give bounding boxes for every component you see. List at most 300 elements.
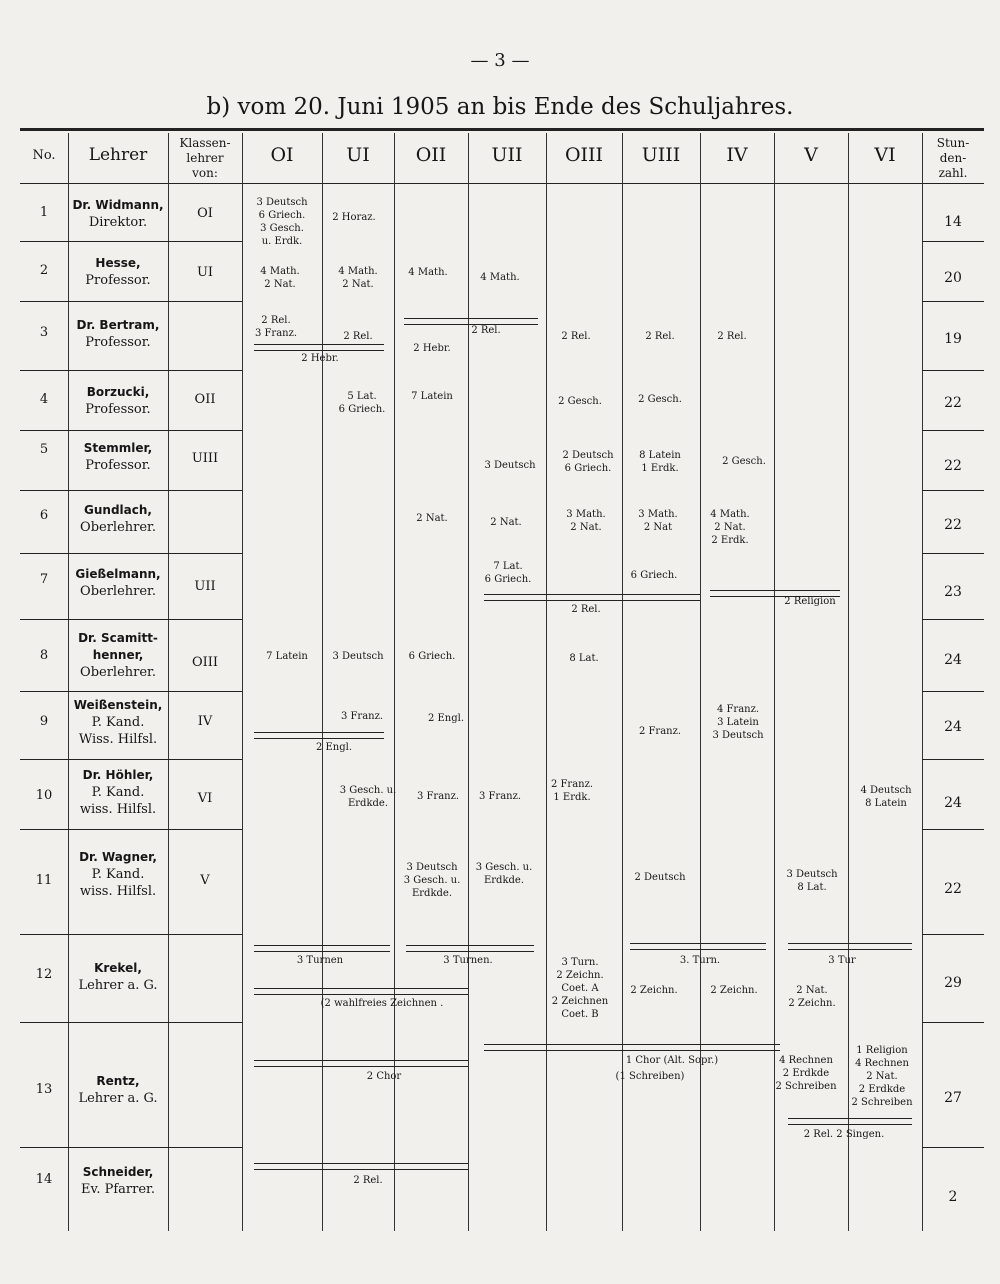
- lesson-line: 2 Zeichn.: [630, 985, 678, 996]
- lesson-line: 2 Religion: [784, 596, 836, 607]
- combined-lesson-brace: [484, 594, 700, 601]
- header-klassenlehrer-line1: Klassen-: [179, 136, 231, 150]
- row-rule: [20, 430, 242, 431]
- lesson-line: 8 Lat.: [797, 882, 827, 893]
- lesson-line: 3 Math.: [566, 509, 606, 520]
- teacher-rank: P. Kand.: [91, 867, 145, 882]
- lesson-cell: [332, 211, 375, 224]
- lesson-line: 2 Zeichn.: [556, 970, 604, 981]
- row-number: 9: [39, 714, 49, 729]
- lesson-line: 3 Turnen.: [443, 955, 493, 966]
- lesson-line: 2 Rel.: [571, 604, 601, 615]
- teacher-title: Oberlehrer.: [80, 520, 156, 535]
- lesson-line: 1 Religion: [856, 1045, 908, 1056]
- teacher-surname: Gießelmann,: [75, 567, 161, 581]
- header-klassenlehrer: [168, 136, 242, 181]
- hours-rule: [922, 241, 984, 242]
- lesson-line: 4 Math.: [480, 272, 520, 283]
- row-number: 4: [39, 392, 49, 407]
- row-rule: [20, 553, 242, 554]
- row-rule: [20, 1022, 242, 1023]
- col-line: [848, 133, 849, 1231]
- lesson-line: 1 Erdk.: [641, 463, 679, 474]
- lesson-line: 1 Erdk.: [553, 792, 591, 803]
- col-line: [546, 133, 547, 1231]
- teacher-name: [68, 317, 168, 351]
- lesson-line: 2 Nat: [643, 522, 673, 533]
- lesson-line: 2 Franz.: [550, 779, 594, 790]
- lesson-line: 2 Nat.: [714, 522, 746, 533]
- klassenlehrer-cell: IV: [197, 714, 213, 729]
- lesson-line: Coet. B: [561, 1009, 599, 1020]
- row-rule: [20, 301, 242, 302]
- lesson-cell: [680, 954, 720, 967]
- combined-lesson-brace: [406, 945, 534, 952]
- header-class-OIII: OIII: [564, 144, 604, 166]
- lesson-cell: [408, 266, 447, 279]
- lesson-line: 3 Deutsch: [786, 869, 838, 880]
- lesson-cell: [551, 778, 593, 804]
- hours-cell: 19: [944, 331, 962, 347]
- lesson-line: 4 Math.: [260, 266, 300, 277]
- hours-cell: 22: [944, 517, 962, 533]
- lesson-line: 6 Griech.: [338, 404, 386, 415]
- lesson-cell: [631, 569, 678, 582]
- lesson-cell: [471, 324, 500, 337]
- lesson-line: 2 Erdkde: [858, 1084, 906, 1095]
- teacher-title: Professor.: [85, 458, 151, 473]
- lesson-cell: [476, 861, 533, 887]
- lesson-cell: [338, 265, 377, 291]
- lesson-cell: [561, 330, 590, 343]
- hours-rule: [922, 490, 984, 491]
- lesson-line: (1 Schreiben): [615, 1071, 685, 1082]
- lesson-line: 3 Turn.: [561, 957, 599, 968]
- lesson-line: 4 Math.: [710, 509, 750, 520]
- lesson-cell: [638, 508, 677, 534]
- lesson-cell: [571, 603, 600, 616]
- teacher-title: wiss. Hilfsl.: [79, 884, 157, 899]
- lesson-line: 3 Deutsch: [256, 197, 308, 208]
- lesson-cell: [353, 1174, 382, 1187]
- header-no: No.: [32, 148, 56, 163]
- teacher-surname: Borzucki,: [86, 385, 150, 399]
- col-line: [922, 133, 923, 1231]
- lesson-cell: [367, 1070, 401, 1083]
- lesson-line: 1 Chor (Alt. Sopr.): [625, 1055, 719, 1066]
- lesson-line: 2 Erdkde: [782, 1068, 830, 1079]
- combined-lesson-brace: [254, 945, 390, 952]
- combined-lesson-brace: [254, 344, 384, 351]
- teacher-surname: Schneider,: [82, 1165, 154, 1179]
- lesson-line: 4 Math.: [338, 266, 378, 277]
- teacher-name: [68, 1073, 168, 1107]
- lesson-line: 6 Griech.: [484, 574, 532, 585]
- teacher-title: Lehrer a. G.: [78, 978, 158, 993]
- combined-lesson-brace: [788, 943, 912, 950]
- lesson-line: 2 Rel.: [717, 331, 747, 342]
- hours-cell: 20: [944, 270, 962, 286]
- lesson-cell: [630, 984, 677, 997]
- combined-lesson-brace: [254, 1163, 468, 1170]
- klassenlehrer-cell: OIII: [191, 655, 219, 670]
- lesson-line: 2 Engl.: [427, 713, 465, 724]
- lesson-line: 2 Nat.: [416, 513, 448, 524]
- lesson-cell: [784, 595, 835, 608]
- lesson-line: 2 Engl.: [315, 742, 353, 753]
- row-rule: [20, 759, 242, 760]
- lesson-line: 2 Deutsch: [634, 872, 686, 883]
- teacher-title: Professor.: [85, 335, 151, 350]
- hours-rule: [922, 430, 984, 431]
- lesson-line: 3 Gesch. u.: [403, 875, 461, 886]
- teacher-name: [68, 960, 168, 994]
- row-number: 8: [39, 648, 49, 663]
- lesson-cell: [409, 650, 456, 663]
- lesson-line: 2 Zeichn.: [788, 998, 836, 1009]
- lesson-cell: [634, 871, 685, 884]
- lesson-cell: [558, 395, 602, 408]
- lesson-line: 2 Horaz.: [332, 212, 376, 223]
- lesson-cell: [332, 650, 383, 663]
- lesson-cell: [645, 330, 674, 343]
- teacher-name: [68, 1164, 168, 1198]
- lesson-line: 4 Rechnen: [779, 1055, 833, 1066]
- teacher-title: wiss. Hilfsl.: [79, 802, 157, 817]
- lesson-cell: [484, 459, 535, 472]
- teacher-name: [68, 697, 168, 748]
- row-rule: [20, 619, 242, 620]
- header-klassenlehrer-line3: von:: [192, 166, 218, 180]
- lesson-line: 2 Rel.: [261, 315, 291, 326]
- row-rule: [20, 829, 242, 830]
- header-class-UII: UII: [491, 144, 523, 166]
- lesson-cell: [490, 516, 521, 529]
- teacher-title: Oberlehrer.: [80, 665, 156, 680]
- lesson-line: 7 Latein: [411, 391, 453, 402]
- lesson-line: Erdkde.: [483, 875, 525, 886]
- col-line: [168, 133, 169, 1231]
- teacher-surname: Dr. Höhler,: [82, 768, 154, 782]
- teacher-surname: Hesse,: [95, 256, 141, 270]
- lesson-cell: [417, 790, 459, 803]
- lesson-line: 6 Griech.: [630, 570, 678, 581]
- lesson-line: 8 Lat.: [569, 653, 599, 664]
- lesson-line: 2 Nat.: [570, 522, 602, 533]
- hours-rule: [922, 829, 984, 830]
- klassenlehrer-cell: UII: [194, 579, 216, 594]
- teacher-name: [68, 255, 168, 289]
- lesson-cell: [340, 784, 397, 810]
- row-number: 10: [35, 788, 53, 803]
- hours-cell: 24: [944, 795, 962, 811]
- teacher-surname: Dr. Wagner,: [79, 850, 157, 864]
- hours-rule: [922, 759, 984, 760]
- teacher-title: Professor.: [85, 273, 151, 288]
- lesson-line: Erdkde.: [347, 798, 389, 809]
- klassenlehrer-cell: UI: [196, 265, 214, 280]
- lesson-cell: [480, 271, 519, 284]
- row-number: 7: [39, 572, 49, 587]
- lesson-cell: [828, 954, 855, 967]
- lesson-line: 2 Zeichnen: [551, 996, 609, 1007]
- lesson-cell: [316, 741, 352, 754]
- header-stunden-line2: den-: [939, 151, 967, 165]
- lesson-cell: [851, 1044, 912, 1109]
- lesson-cell: [413, 342, 450, 355]
- lesson-line: 2 Schreiben: [775, 1081, 837, 1092]
- header-class-V: V: [804, 144, 818, 166]
- teacher-name: [68, 767, 168, 818]
- teacher-surname: Dr. Bertram,: [76, 318, 160, 332]
- lesson-cell: [552, 956, 608, 1021]
- lesson-cell: [255, 314, 297, 340]
- teacher-surname: Krekel,: [94, 961, 142, 975]
- header-class-UIII: UIII: [641, 144, 681, 166]
- lesson-cell: [266, 650, 308, 663]
- teacher-rank: P. Kand.: [91, 785, 145, 800]
- lesson-cell: [404, 861, 461, 900]
- lesson-cell: [786, 868, 837, 894]
- teacher-name: [68, 630, 168, 681]
- lesson-cell: [479, 790, 521, 803]
- teacher-name: [68, 849, 168, 900]
- lesson-line: 2 Rel. 2 Singen.: [803, 1129, 885, 1140]
- lesson-line: 3 Franz.: [478, 791, 522, 802]
- lesson-line: 4 Math.: [408, 267, 448, 278]
- lesson-line: 5 Lat.: [347, 391, 377, 402]
- hours-rule: [922, 1022, 984, 1023]
- row-rule: [20, 1147, 242, 1148]
- lesson-cell: [626, 1054, 718, 1067]
- lesson-cell: [443, 954, 492, 967]
- lesson-line: 2 Rel.: [561, 331, 591, 342]
- lesson-cell: [256, 196, 307, 248]
- lesson-cell: [485, 560, 532, 586]
- header-class-OII: OII: [415, 144, 447, 166]
- hours-cell: 27: [944, 1090, 962, 1106]
- hours-rule: [922, 370, 984, 371]
- row-number: 6: [39, 508, 49, 523]
- row-rule: [20, 691, 242, 692]
- lesson-line: 2 Gesch.: [722, 456, 766, 467]
- lesson-line: 2 Nat.: [866, 1071, 898, 1082]
- lesson-cell: [301, 352, 338, 365]
- teacher-surname: Stemmler,: [83, 441, 153, 455]
- combined-lesson-brace: [254, 1060, 468, 1067]
- header-class-IV: IV: [726, 144, 748, 166]
- hours-cell: 22: [944, 395, 962, 411]
- lesson-line: 4 Rechnen: [855, 1058, 909, 1069]
- col-line: [622, 133, 623, 1231]
- lesson-line: 8 Latein: [639, 450, 681, 461]
- teacher-surname: Weißenstein,: [73, 698, 163, 712]
- combined-lesson-brace: [788, 1118, 912, 1125]
- teacher-name: [68, 197, 168, 231]
- hours-cell: 22: [944, 458, 962, 474]
- hours-rule: [922, 934, 984, 935]
- hours-cell: 24: [944, 719, 962, 735]
- lesson-line: u. Erdk.: [261, 236, 303, 247]
- lesson-line: 4 Deutsch: [860, 785, 912, 796]
- col-line: [242, 133, 243, 1231]
- row-number: 12: [35, 967, 53, 982]
- row-rule: [20, 934, 242, 935]
- lesson-line: 6 Griech.: [408, 651, 456, 662]
- teacher-surname: Rentz,: [96, 1074, 140, 1088]
- lesson-cell: [428, 712, 464, 725]
- combined-lesson-brace: [484, 1044, 780, 1051]
- hours-rule: [922, 301, 984, 302]
- lesson-line: 2 Rel.: [645, 331, 675, 342]
- lesson-cell: [638, 393, 682, 406]
- lesson-cell: [860, 784, 911, 810]
- lesson-line: 3 Math.: [638, 509, 678, 520]
- lesson-line: 8 Latein: [865, 798, 907, 809]
- lesson-line: 3 Gesch. u.: [475, 862, 533, 873]
- teacher-surname: Gundlach,: [84, 503, 152, 517]
- lesson-line: 3 Deutsch: [332, 651, 384, 662]
- row-number: 14: [35, 1172, 53, 1187]
- teacher-title: Ev. Pfarrer.: [81, 1182, 155, 1197]
- teacher-name: [68, 440, 168, 474]
- row-rule: [20, 490, 242, 491]
- lesson-cell: [321, 997, 444, 1010]
- header-stunden-line1: Stun-: [936, 136, 970, 150]
- teacher-title: Wiss. Hilfsl.: [78, 732, 158, 747]
- row-number: 13: [35, 1082, 53, 1097]
- lesson-cell: [710, 984, 757, 997]
- row-rule: [20, 370, 242, 371]
- page-number: — 3 —: [470, 50, 530, 71]
- header-class-VI: VI: [874, 144, 896, 166]
- header-rule: [20, 183, 984, 184]
- lesson-line: 2 Erdk.: [711, 535, 749, 546]
- combined-lesson-brace: [630, 943, 766, 950]
- hours-cell: 23: [944, 584, 962, 600]
- lesson-line: 2 Hebr.: [413, 343, 451, 354]
- lesson-line: 2 Rel.: [353, 1175, 383, 1186]
- lesson-line: 3 Tur: [828, 955, 856, 966]
- lesson-line: 6 Griech.: [564, 463, 612, 474]
- lesson-line: 2 Gesch.: [638, 394, 682, 405]
- row-number: 11: [35, 873, 53, 888]
- klassenlehrer-cell: VI: [197, 791, 213, 806]
- top-rule: [20, 128, 984, 131]
- row-number: 3: [39, 325, 49, 340]
- lesson-cell: [416, 512, 447, 525]
- lesson-line: 3 Franz.: [254, 328, 298, 339]
- header-class-OI: OI: [270, 144, 294, 166]
- header-klassenlehrer-line2: lehrer: [186, 151, 224, 165]
- teacher-title: Direktor.: [88, 215, 148, 230]
- lesson-line: 2 Rel.: [343, 331, 373, 342]
- lesson-line: 4 Franz.: [716, 704, 760, 715]
- lesson-line: 3. Turn.: [679, 955, 721, 966]
- lesson-line: 3 Franz.: [340, 711, 384, 722]
- teacher-surname: Dr. Scamitt-: [78, 631, 158, 645]
- row-number: 2: [39, 263, 49, 278]
- hours-cell: 14: [944, 214, 962, 230]
- row-number: 1: [39, 205, 49, 220]
- lesson-cell: [341, 710, 383, 723]
- teacher-name: [68, 566, 168, 600]
- klassenlehrer-cell: OI: [197, 206, 213, 221]
- klassenlehrer-cell: OII: [194, 392, 216, 407]
- lesson-cell: [566, 508, 605, 534]
- table-title: b) vom 20. Juni 1905 an bis Ende des Schuljahres.: [206, 94, 794, 120]
- hours-cell: 2: [948, 1189, 958, 1205]
- lesson-cell: [297, 954, 343, 967]
- lesson-line: 2 Schreiben: [851, 1097, 913, 1108]
- lesson-line: 2 Nat.: [796, 985, 828, 996]
- header-class-UI: UI: [346, 144, 370, 166]
- hours-cell: 29: [944, 975, 962, 991]
- lesson-line: 7 Lat.: [493, 561, 523, 572]
- lesson-line: 3 Latein: [717, 717, 759, 728]
- lesson-cell: [569, 652, 598, 665]
- lesson-cell: [788, 984, 835, 1010]
- lesson-line: 2 Franz.: [638, 726, 682, 737]
- combined-lesson-brace: [254, 732, 384, 739]
- hours-rule: [922, 1147, 984, 1148]
- lesson-line: 2 Rel.: [471, 325, 501, 336]
- row-number: 5: [39, 442, 49, 457]
- lesson-line: 2 Nat.: [264, 279, 296, 290]
- lesson-line: Erdkde.: [411, 888, 453, 899]
- lesson-line: 3 Turnen: [296, 955, 344, 966]
- lesson-line: 2 Deutsch: [562, 450, 614, 461]
- teacher-name: [68, 502, 168, 536]
- hours-cell: 24: [944, 652, 962, 668]
- teacher-rank: P. Kand.: [91, 715, 145, 730]
- lesson-cell: [339, 390, 386, 416]
- lesson-line: 2 Chor: [366, 1071, 402, 1082]
- hours-rule: [922, 553, 984, 554]
- lesson-cell: [639, 725, 681, 738]
- lesson-line: 6 Griech.: [258, 210, 306, 221]
- teacher-surname-cont: henner,: [92, 648, 144, 662]
- lesson-cell: [411, 390, 453, 403]
- header-stunden-line3: zahl.: [938, 166, 968, 180]
- lesson-line: 2 Gesch.: [558, 396, 602, 407]
- lesson-cell: [639, 449, 681, 475]
- hours-rule: [922, 691, 984, 692]
- lesson-cell: [804, 1128, 885, 1141]
- lesson-line: 3 Gesch. u.: [339, 785, 397, 796]
- klassenlehrer-cell: UIII: [191, 451, 219, 466]
- lesson-cell: [562, 449, 613, 475]
- header-stundenzahl: [922, 136, 984, 181]
- lesson-line: 2 Zeichn.: [710, 985, 758, 996]
- col-line: [68, 133, 69, 1231]
- lesson-cell: [712, 703, 763, 742]
- lesson-cell: [710, 508, 749, 547]
- teacher-title: Professor.: [85, 402, 151, 417]
- lesson-cell: [775, 1054, 836, 1093]
- lesson-line: 2 Nat.: [490, 517, 522, 528]
- lesson-cell: [722, 455, 766, 468]
- col-line: [468, 133, 469, 1231]
- lesson-line: 2 Hebr.: [301, 353, 339, 364]
- teacher-surname: Dr. Widmann,: [72, 198, 164, 212]
- lesson-cell: [260, 265, 299, 291]
- lesson-line: Coet. A: [561, 983, 599, 994]
- row-rule: [20, 241, 242, 242]
- lesson-cell: [717, 330, 746, 343]
- lesson-line: 3 Gesch.: [260, 223, 304, 234]
- lesson-line: 3 Franz.: [416, 791, 460, 802]
